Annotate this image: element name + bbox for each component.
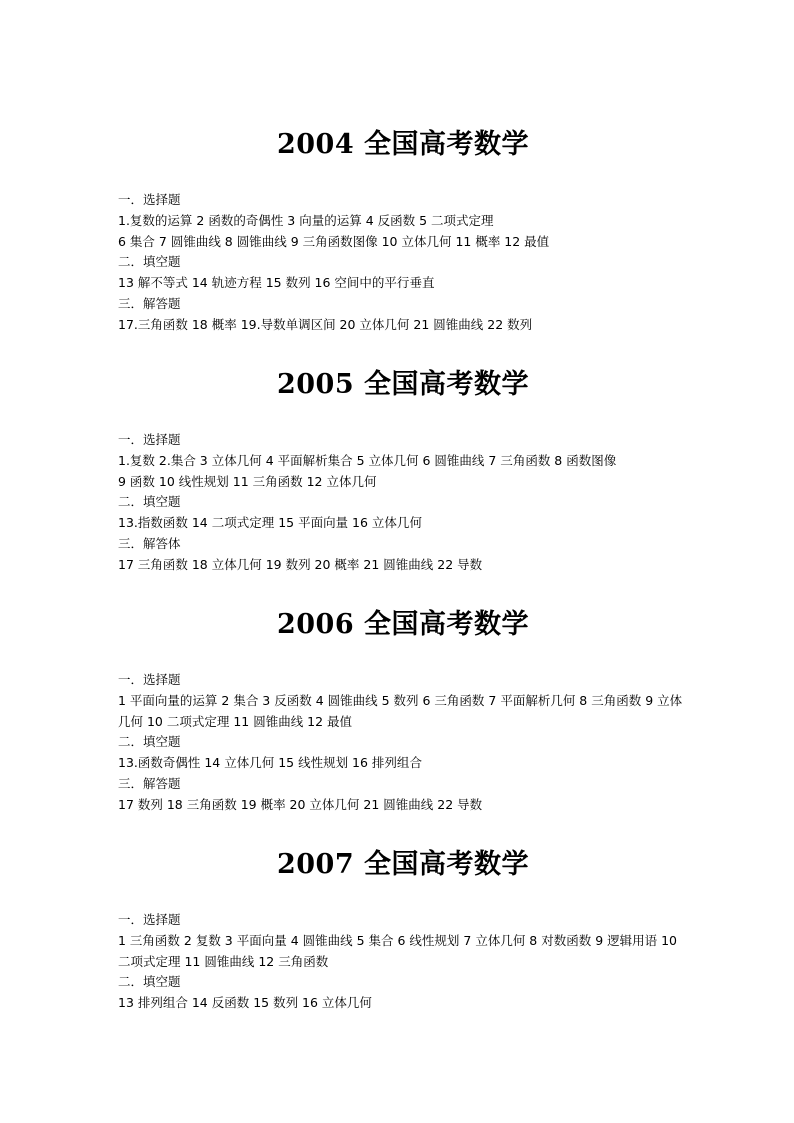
section-2007 [118, 845, 688, 1014]
heading-fill: 二．填空题 [118, 734, 181, 750]
topic-line: 9 函数 10 线性规划 11 三角函数 12 立体几何 [118, 473, 377, 489]
heading-answer: 三．解答题 [118, 295, 181, 311]
topic-line: 13 排列组合 14 反函数 15 数列 16 立体几何 [118, 995, 372, 1011]
topic-line: 1.复数 2.集合 3 立体几何 4 平面解析集合 5 立体几何 6 圆锥曲线 7 三角函数 8 函数图像 [118, 452, 617, 468]
heading-answer: 三．解答题 [118, 775, 181, 791]
section-2005 [118, 365, 688, 576]
heading-fill: 二．填空题 [118, 494, 181, 510]
section-title: 2004 全国高考数学 [276, 129, 530, 160]
topic-line: 1 三角函数 2 复数 3 平面向量 4 圆锥曲线 5 集合 6 线性规划 7 立体几何 8 对数函数 9 逻辑用语 10 二项式定理 11 圆锥曲线 12 三角函数 [118, 932, 678, 969]
topic-line: 17.三角函数 18 概率 19.导数单调区间 20 立体几何 21 圆锥曲线 22 数列 [118, 316, 533, 332]
topic-line: 13.指数函数 14 二项式定理 15 平面向量 16 立体几何 [118, 515, 422, 531]
topic-line: 13 解不等式 14 轨迹方程 15 数列 16 空间中的平行垂直 [118, 275, 435, 291]
section-2004 [118, 125, 688, 336]
topic-line: 6 集合 7 圆锥曲线 8 圆锥曲线 9 三角函数图像 10 立体几何 11 概率 12 最值 [118, 233, 550, 249]
topic-line: 1.复数的运算 2 函数的奇偶性 3 向量的运算 4 反函数 5 二项式定理 [118, 212, 494, 228]
topic-line: 13.函数奇偶性 14 立体几何 15 线性规划 16 排列组合 [118, 755, 422, 771]
heading-choice: 一．选择题 [118, 912, 181, 927]
heading-fill: 二．填空题 [118, 254, 181, 270]
section-title: 2006 全国高考数学 [276, 609, 530, 640]
heading-choice: 一．选择题 [118, 192, 181, 207]
heading-choice: 一．选择题 [118, 672, 181, 687]
topic-line: 17 数列 18 三角函数 19 概率 20 立体几何 21 圆锥曲线 22 导数 [118, 796, 483, 812]
heading-fill: 二．填空题 [118, 974, 181, 990]
heading-choice: 一．选择题 [118, 432, 181, 447]
topic-line: 1 平面向量的运算 2 集合 3 反函数 4 圆锥曲线 5 数列 6 三角函数 7 平面解析几何 8 三角函数 9 立体几何 10 二项式定理 11 圆锥曲线 12 最值 [118, 692, 683, 729]
topic-line: 17 三角函数 18 立体几何 19 数列 20 概率 21 圆锥曲线 22 导数 [118, 556, 483, 572]
section-title: 2007 全国高考数学 [276, 849, 530, 880]
section-2006 [118, 605, 688, 816]
heading-answer: 三．解答体 [118, 535, 181, 551]
section-title: 2005 全国高考数学 [276, 369, 530, 400]
